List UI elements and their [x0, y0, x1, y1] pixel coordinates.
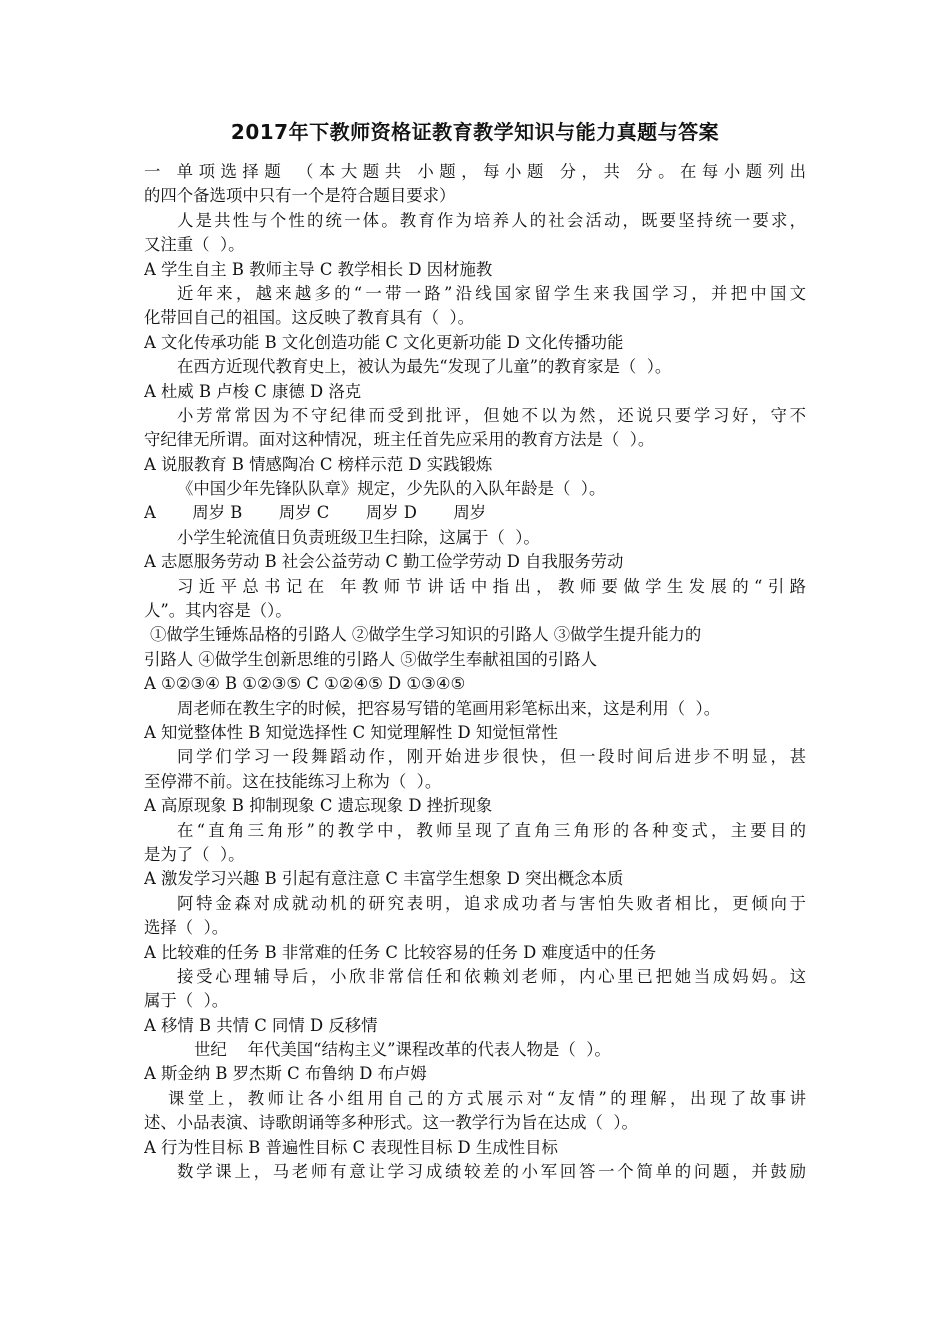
text-line: 《中国少年先锋队队章》规定，少先队的入队年龄是（ ）。 — [177, 479, 606, 499]
text-line: 小学生轮流值日负责班级卫生扫除，这属于（ ）。 — [177, 527, 540, 547]
text-line: ①做学生锤炼品格的引路人 ②做学生学习知识的引路人 ③做学生提升能力的 — [150, 625, 702, 645]
text-line: 又注重（ ）。 — [144, 235, 245, 255]
text-line: 课堂上，教师让各小组用自己的方式展示对“友情”的理解，出现了故事讲 — [168, 1088, 806, 1108]
text-line: 人”。其内容是（）。 — [144, 601, 292, 621]
document-title: 2017年下教师资格证教育教学知识与能力真题与答案 — [230, 120, 720, 144]
text-line: 数学课上，马老师有意让学习成绩较差的小军回答一个简单的问题，并鼓励 — [177, 1162, 806, 1182]
text-line: 近年来，越来越多的“一带一路”沿线国家留学生来我国学习，并把中国文 — [177, 283, 806, 303]
text-line: 化带回自己的祖国。这反映了教育具有（ ）。 — [144, 308, 475, 328]
text-line: A 学生自主 B 教师主导 C 教学相长 D 因材施教 — [144, 259, 493, 279]
text-line: A 文化传承功能 B 文化创造功能 C 文化更新功能 D 文化传播功能 — [144, 332, 624, 352]
text-line: A 激发学习兴趣 B 引起有意注意 C 丰富学生想象 D 突出概念本质 — [144, 869, 624, 889]
text-line: 选择（ ）。 — [144, 918, 229, 938]
text-line: 在“直角三角形”的教学中，教师呈现了直角三角形的各种变式，主要目的 — [177, 820, 806, 840]
document-body — [144, 160, 806, 1184]
text-line: 的四个备选项中只有一个是符合题目要求） — [144, 186, 456, 206]
text-line: A 行为性目标 B 普遍性目标 C 表现性目标 D 生成性目标 — [144, 1137, 558, 1157]
text-line: A 说服教育 B 情感陶冶 C 榜样示范 D 实践锻炼 — [144, 454, 493, 474]
text-line: 小芳常常因为不守纪律而受到批评，但她不以为然，还说只要学习好，守不 — [177, 405, 806, 425]
text-line: 同学们学习一段舞蹈动作，刚开始进步很快，但一段时间后进步不明显，甚 — [177, 747, 806, 767]
text-line: 一 单项选择题 （本大题共 小题，每小题 分，共 分。在每小题列出 — [144, 162, 806, 181]
text-line: 周老师在教生字的时候，把容易写错的笔画用彩笔标出来，这是利用（ ）。 — [177, 698, 721, 718]
text-line: 世纪 年代美国“结构主义”课程改革的代表人物是（ ）。 — [194, 1040, 611, 1060]
text-line: 述、小品表演、诗歌朗诵等多种形式。这一教学行为旨在达成（ ）。 — [144, 1113, 638, 1133]
text-line: A 杜威 B 卢梭 C 康德 D 洛克 — [144, 381, 362, 401]
text-line: A 比较难的任务 B 非常难的任务 C 比较容易的任务 D 难度适中的任务 — [144, 942, 657, 962]
text-line: A 知觉整体性 B 知觉选择性 C 知觉理解性 D 知觉恒常性 — [144, 722, 558, 742]
text-line: A ①②③④ B ①②③⑤ C ①②④⑤ D ①③④⑤ — [144, 674, 466, 694]
text-line: A 周岁 B 周岁 C 周岁 D 周岁 — [144, 503, 487, 523]
text-line: 至停滞不前。这在技能练习上称为（ ）。 — [144, 771, 442, 791]
text-line: 守纪律无所谓。面对这种情况，班主任首先应采用的教育方法是（ ）。 — [144, 430, 655, 450]
text-line: 在西方近现代教育史上，被认为最先“发现了儿童”的教育家是（ ）。 — [177, 357, 672, 377]
text-line: 引路人 ④做学生创新思维的引路人 ⑤做学生奉献祖国的引路人 — [144, 649, 597, 669]
text-line: 是为了（ ）。 — [144, 844, 245, 864]
text-line: A 高原现象 B 抑制现象 C 遗忘现象 D 挫折现象 — [144, 796, 493, 816]
text-line: 阿特金森对成就动机的研究表明，追求成功者与害怕失败者相比，更倾向于 — [177, 893, 806, 913]
text-line: A 移情 B 共情 C 同情 D 反移情 — [144, 1015, 378, 1035]
text-line: 习近平总书记在 年教师节讲话中指出，教师要做学生发展的“引路 — [177, 576, 806, 596]
text-line: 人是共性与个性的统一体。教育作为培养人的社会活动，既要坚持统一要求， — [177, 210, 806, 230]
text-line: A 志愿服务劳动 B 社会公益劳动 C 勤工俭学劳动 D 自我服务劳动 — [144, 552, 624, 572]
text-line: 属于（ ）。 — [144, 991, 229, 1011]
text-line: 接受心理辅导后，小欣非常信任和依赖刘老师，内心里已把她当成妈妈。这 — [177, 966, 806, 986]
text-line: A 斯金纳 B 罗杰斯 C 布鲁纳 D 布卢姆 — [144, 1064, 427, 1084]
